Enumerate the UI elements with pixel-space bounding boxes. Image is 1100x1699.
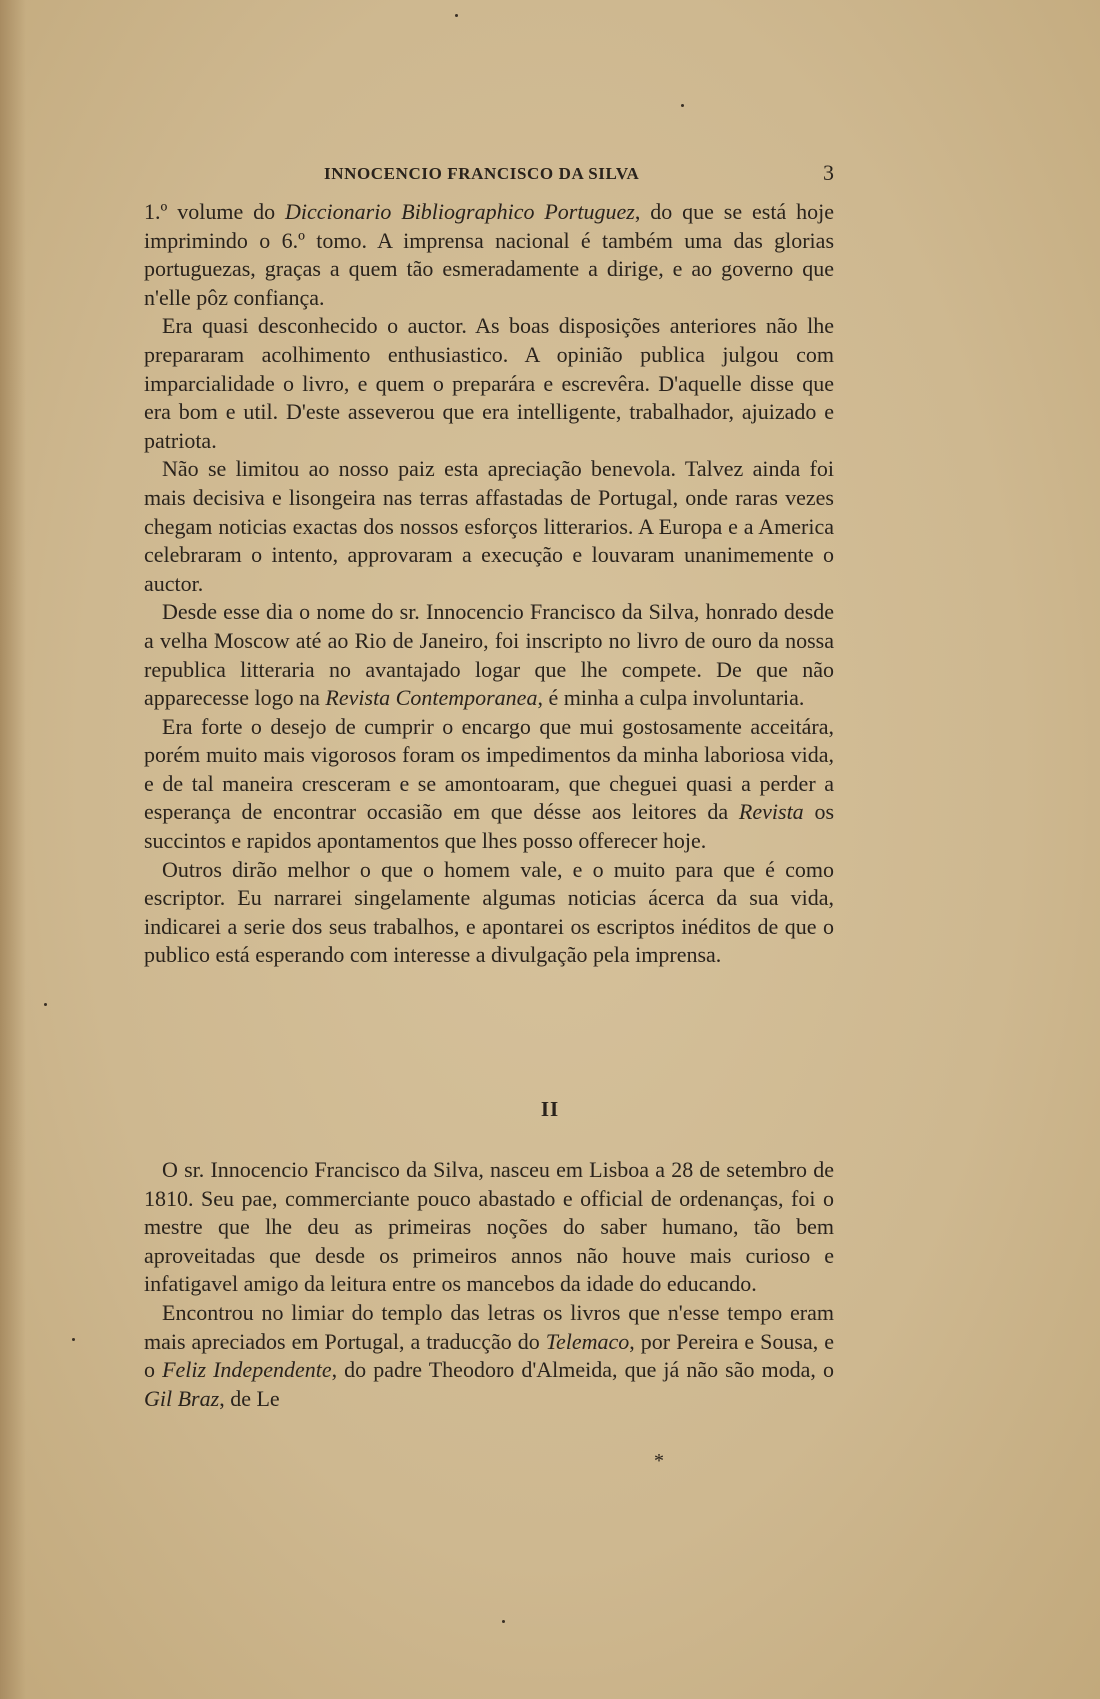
running-title: INNOCENCIO FRANCISCO DA SILVA [324,164,640,183]
paragraph [144,1299,834,1413]
paper-speck [681,104,684,107]
italic-title: Diccionario Bibliographico Portuguez [285,199,635,224]
paragraph: Era quasi desconhecido o auctor. As boas disposições anteriores não lhe prepararam acolhimento enthusiastico. A opinião publica julgou com imparcialidade o livro, e quem o preparára e escrevêra. D'aquelle disse que era bom e util. D'este asseverou que era intelligente, trabalhador, ajuizado e patriota. [144,313,834,453]
text-run: , de Le [219,1385,280,1411]
signature-mark: * [654,1450,664,1472]
italic-title: Telemaco [545,1328,630,1354]
running-head [144,160,834,190]
text-run: Encontrou no limiar do templo das letras os livros que n'esse tempo eram mais apreciados em Portugal, a traducção do [144,1299,834,1354]
paragraph: Outros dirão melhor o que o homem vale, e o muito para que é como escriptor. Eu narrarei singelamente algumas noticias ácerca da sua vida, indicarei a serie dos seus trabalhos, e apontarei os escriptos inéditos de que o publico está esperando com interesse a divulgação pela imprensa. [144,856,834,968]
italic-title: Feliz Independente [162,1357,332,1383]
paper-speck [502,1620,505,1623]
text-run: , é minha a culpa involuntaria. [537,685,805,711]
text-run: Era forte o desejo de cumprir o encargo que mui gostosamente acceitára, porém muito mais vigorosos foram os impedimentos da minha laboriosa vida, e de tal maneira cresceram e se amontoaram, que cheguei quasi a perder a esperança de encontrar occasião em que désse aos leitores da [144,713,834,825]
text-run: , por Pereira e Sousa, e o [144,1328,834,1383]
italic-title: Revista Contemporanea [325,685,538,711]
page-number: 3 [823,160,834,185]
page-edge-shadow [0,0,26,1699]
section-heading: II [540,1097,560,1121]
text-run: os succintos e rapidos apontamentos que lhes posso offerecer hoje. [144,799,835,854]
text-run: , do que se está hoje imprimindo o 6.º tomo. A imprensa nacional é também uma das glorias portuguezas, graças a quem tão esmeradamente a dirige, e ao governo que n'elle pôz confiança. [144,199,835,310]
paragraph: O sr. Innocencio Francisco da Silva, nasceu em Lisboa a 28 de setembro de 1810. Seu pae, commerciante pouco abastado e official de ordenanças, foi o mestre que lhe deu as primeiras noções do saber humano, tão bem aproveitadas que desde os primeiros annos não houve mais curioso e infatigavel amigo da leitura entre os mancebos da idade do educando. [144,1157,834,1297]
body-text-section-2 [144,1156,834,1413]
text-run: , do padre Theodoro d'Almeida, que já não são moda, o [331,1357,834,1383]
paragraph [144,713,834,856]
italic-title: Gil Braz [144,1385,220,1411]
paragraph: Não se limitou ao nosso paiz esta apreciação benevola. Talvez ainda foi mais decisiva e lisongeira nas terras affastadas de Portugal, onde raras vezes chegam noticias exactas dos nossos esforços litterarios. A Europa e a America celebraram o intento, approvaram a execução e louvaram unanimemente o auctor. [144,456,834,596]
body-text-section-1 [144,198,834,970]
paper-speck [72,1338,75,1341]
italic-title: Revista [738,799,804,825]
paper-speck [44,1003,47,1006]
paper-speck [455,14,458,17]
text-run: Desde esse dia o nome do sr. Innocencio Francisco da Silva, honrado desde a velha Moscow até ao Rio de Janeiro, foi inscripto no livro de ouro da nossa republica litteraria no avantajado logar que lhe compete. De que não apparecesse logo na [144,599,834,711]
paragraph [144,598,834,712]
text-run: 1.º volume do [144,199,286,224]
paragraph [144,198,834,312]
